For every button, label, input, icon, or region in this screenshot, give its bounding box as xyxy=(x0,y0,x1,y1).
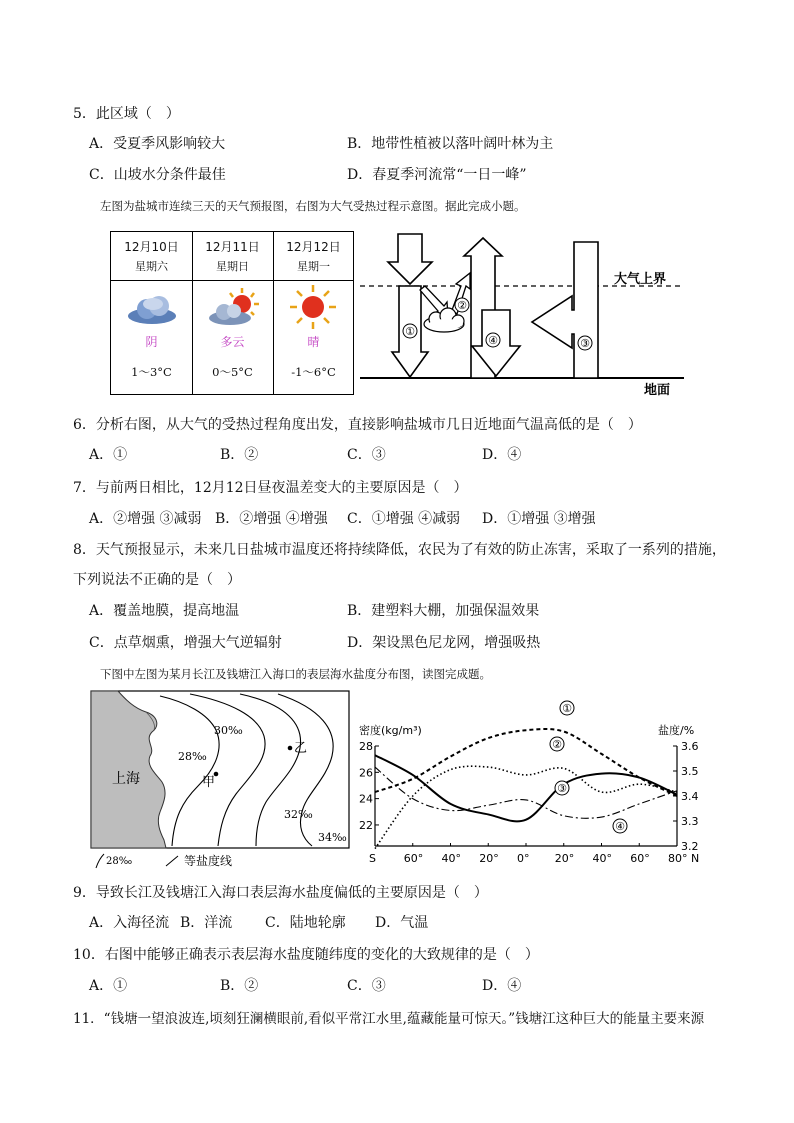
left-tick-label: 28 xyxy=(359,740,373,753)
isoline-28: 28‰ xyxy=(178,750,207,763)
point-yi-label: 乙 xyxy=(294,741,308,756)
q8-option-c: C．点草烟熏，增强大气逆辐射 xyxy=(89,635,282,651)
q7-stem: 7．与前两日相比，12月12日昼夜温差变大的主要原因是（ ） xyxy=(73,480,468,496)
intro-weather: 左图为盐城市连续三天的天气预报图，右图为大气受热过程示意图。据此完成小题。 xyxy=(100,199,526,213)
marker-4: ④ xyxy=(488,334,498,347)
right-tick-label: 3.6 xyxy=(681,740,699,753)
marker-3: ③ xyxy=(580,337,590,350)
q8-option-a: A．覆盖地膜，提高地温 xyxy=(89,603,240,619)
series-line-3 xyxy=(375,755,677,821)
point-yi xyxy=(288,746,293,751)
weather-temp: -1～6°C xyxy=(291,365,336,379)
atmosphere-heating-diagram xyxy=(356,232,686,400)
right-tick-label: 3.4 xyxy=(681,790,699,803)
legend-sample: 28‰ xyxy=(106,856,133,867)
q6-option-c: C．③ xyxy=(347,447,386,463)
series-label-2: ② xyxy=(552,738,562,751)
q5-option-c: C．山坡水分条件最佳 xyxy=(89,167,226,183)
left-tick-label: 26 xyxy=(359,766,373,780)
right-tick-label: 3.5 xyxy=(681,765,699,778)
right-tick-label: 3.2 xyxy=(681,840,699,853)
q9-option-c: C．陆地轮廓 xyxy=(265,915,346,931)
atmosphere-top-label: 大气上界 xyxy=(614,272,667,287)
q8-option-b: B．建塑料大棚，加强保温效果 xyxy=(347,603,540,619)
weather-condition: 多云 xyxy=(220,335,245,349)
isoline-32: 32‰ xyxy=(284,808,313,821)
place-shanghai: 上海 xyxy=(112,771,140,787)
isoline-34: 34‰ xyxy=(318,831,347,844)
incoming-radiation-arrow xyxy=(388,234,432,284)
weather-forecast-table xyxy=(110,231,354,395)
weather-temp: 1～3°C xyxy=(131,365,172,379)
weather-weekday: 星期日 xyxy=(216,260,249,273)
series-label-1: ① xyxy=(562,702,572,715)
ground-label: 地面 xyxy=(644,383,671,398)
series-label-3: ③ xyxy=(557,782,567,795)
q6-option-a: A．① xyxy=(89,447,128,463)
x-tick-label: 40° xyxy=(592,852,612,865)
q6-option-d: D．④ xyxy=(482,447,522,463)
left-tick-label: 22 xyxy=(359,818,373,832)
x-tick-label: 40° xyxy=(441,852,461,865)
q9-option-b: B．洋流 xyxy=(180,915,233,931)
q7-option-c: C．①增强 ④减弱 xyxy=(347,511,461,527)
left-tick-label: 24 xyxy=(359,792,373,806)
x-tick-label: S xyxy=(369,852,376,865)
q5-stem: 5．此区域（ ） xyxy=(73,106,180,122)
legend-label: 等盐度线 xyxy=(184,854,233,868)
legend-line-icon xyxy=(96,854,104,868)
density-salinity-chart xyxy=(355,696,705,868)
q8-stem: 8．天气预报显示，未来几日盐城市温度还将持续降低，农民为了有效的防止冻害，采取了一系列的措施， xyxy=(73,542,726,558)
x-tick-label: 20° xyxy=(479,852,499,865)
weather-date: 12月10日 xyxy=(124,240,179,254)
q9-option-d: D．气温 xyxy=(375,915,429,931)
x-tick-label: 60° xyxy=(630,852,650,865)
q6-option-b: B．② xyxy=(220,447,259,463)
weather-weekday: 星期六 xyxy=(135,260,168,273)
q7-option-a: A．②增强 ③减弱 xyxy=(89,511,202,527)
q10-option-c: C．③ xyxy=(347,978,386,994)
q5-option-a: A．受夏季风影响较大 xyxy=(89,136,226,152)
series-label-4: ④ xyxy=(615,820,625,833)
x-tick-label: 0° xyxy=(517,852,530,865)
weather-day-3 xyxy=(273,232,354,394)
isoline-30: 30‰ xyxy=(214,724,243,737)
q5-option-d: D．春夏季河流常“一日一峰” xyxy=(347,167,527,183)
weather-condition: 晴 xyxy=(307,335,320,349)
q8-option-d: D．架设黑色尼龙网，增强吸热 xyxy=(347,635,541,651)
q10-option-d: D．④ xyxy=(482,978,522,994)
cloud-icon xyxy=(125,292,181,328)
q10-stem: 10．右图中能够正确表示表层海水盐度随纬度的变化的大致规律的是（ ） xyxy=(73,947,539,963)
marker-1: ① xyxy=(405,325,415,338)
series-line-1 xyxy=(375,729,677,796)
right-tick-label: 3.3 xyxy=(681,815,699,828)
weather-day-2 xyxy=(192,232,273,394)
q6-stem: 6．分析右图，从大气的受热过程角度出发，直接影响盐城市几日近地面气温高低的是（ ） xyxy=(73,417,642,433)
weather-day-1 xyxy=(111,232,192,394)
sun-icon xyxy=(289,284,337,330)
partly-cloudy-icon xyxy=(206,286,262,328)
intro-salinity: 下图中左图为某月长江及钱塘江入海口的表层海水盐度分布图，读图完成题。 xyxy=(100,667,491,681)
left-axis-label: 密度(kg/m³) xyxy=(359,724,422,737)
point-jia-label: 甲 xyxy=(202,775,216,790)
arrow-3 xyxy=(532,242,598,378)
q8-stem-cont: 下列说法不正确的是（ ） xyxy=(73,572,241,588)
q7-option-b: B．②增强 ④增强 xyxy=(215,511,328,527)
q10-option-a: A．① xyxy=(89,978,128,994)
weather-condition: 阴 xyxy=(145,335,158,349)
weather-date: 12月11日 xyxy=(205,240,260,254)
weather-date: 12月12日 xyxy=(286,240,341,254)
q11-stem: 11．“钱塘一望浪波连,顷刻狂澜横眼前,看似平常江水里,蕴藏能量可惊天。”钱塘江这种巨大的能量主要来源 xyxy=(73,1011,705,1027)
q5-option-b: B．地带性植被以落叶阔叶林为主 xyxy=(347,136,554,152)
q9-stem: 9．导致长江及钱塘江入海口表层海水盐度偏低的主要原因是（ ） xyxy=(73,885,488,901)
weather-weekday: 星期一 xyxy=(297,260,330,273)
legend-line-icon xyxy=(166,856,178,866)
q9-option-a: A．入海径流 xyxy=(89,915,170,931)
weather-temp: 0～5°C xyxy=(212,365,253,379)
q7-option-d: D．①增强 ③增强 xyxy=(482,511,596,527)
x-tick-label: 80° N xyxy=(668,852,700,865)
x-tick-label: 20° xyxy=(554,852,575,865)
right-axis-label: 盐度/% xyxy=(658,724,695,737)
marker-2: ② xyxy=(457,299,467,312)
q10-option-b: B．② xyxy=(220,978,259,994)
salinity-map xyxy=(90,690,352,872)
x-tick-label: 60° xyxy=(403,852,424,865)
series-line-2 xyxy=(375,766,677,848)
